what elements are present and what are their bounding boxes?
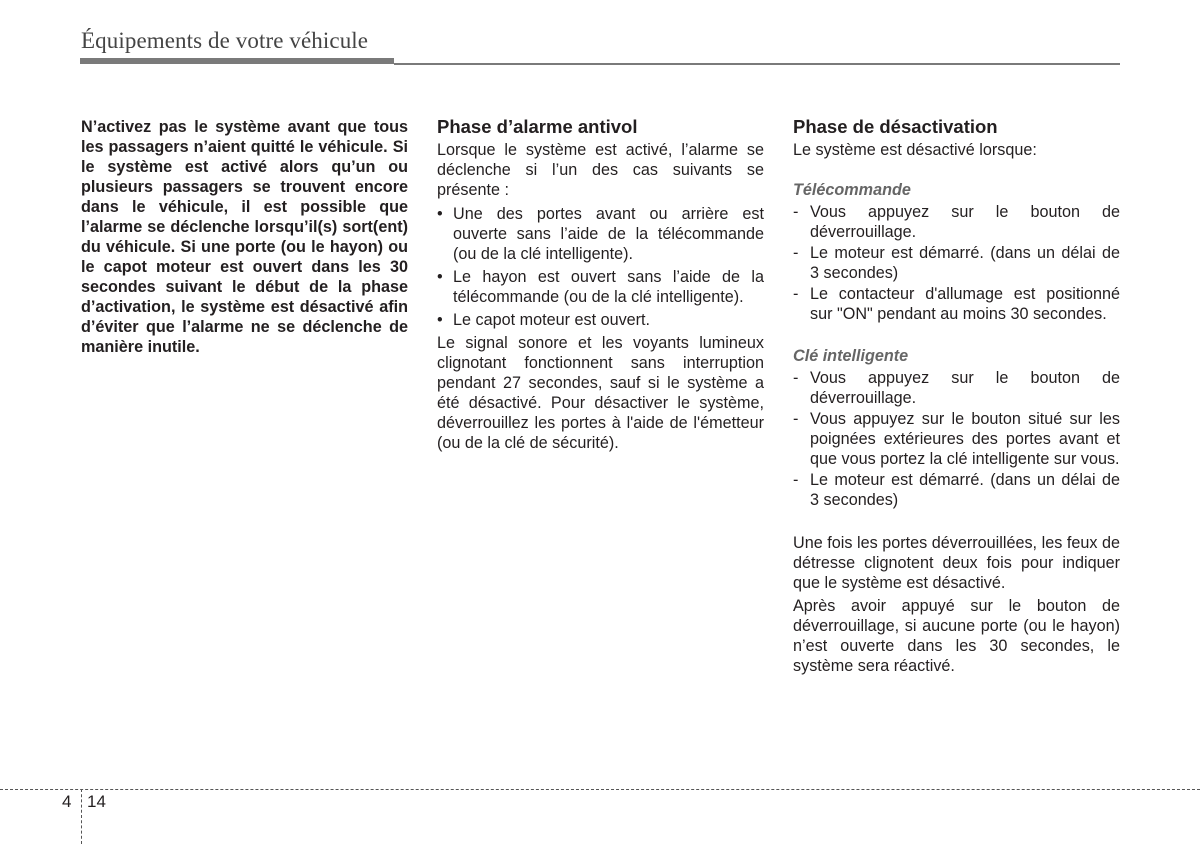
warning-text: N’activez pas le système avant que tous les passagers n’aient quitté le véhicule. Si le système est activé alors qu’un ou plusieurs passagers se trouvent encore dans le véhicule, il est possible que l’alarme se déclenche lorsqu’il(s) sort(ent) du véhicule. Si une porte (ou le hayon) ou le capot moteur est ouvert dans les 30 secondes suivant le début de la phase d’activation, le système est désactivé afin d’éviter que l’alarme ne se déclenche de manière inutile. bbox=[81, 118, 408, 356]
deactivation-paragraph-2: Après avoir appuyé sur le bouton de déverrouillage, si aucune porte (ou le hayon) n’est ouverte dans les 30 secondes, le système sera réactivé. bbox=[793, 597, 1120, 675]
footer-rule bbox=[0, 789, 1200, 790]
list-item: - Vous appuyez sur le bouton de déverrouillage. bbox=[793, 368, 1120, 408]
column-alarm-phase bbox=[437, 116, 764, 453]
list-item: - Vous appuyez sur le bouton situé sur les poignées extérieures des portes avant et que vous portez la clé intelligente sur vous. bbox=[793, 409, 1120, 469]
section-heading-deactivation: Phase de désactivation bbox=[793, 116, 998, 137]
list-item: • Le hayon est ouvert sans l’aide de la télécommande (ou de la clé intelligente). bbox=[437, 267, 764, 307]
list-item: - Le contacteur d'allumage est positionné sur "ON" pendant au moins 30 secondes. bbox=[793, 284, 1120, 324]
header-rule-thin bbox=[394, 63, 1120, 65]
alarm-intro: Lorsque le système est activé, l’alarme se déclenche si l’un des cas suivants se présente : bbox=[437, 141, 764, 199]
list-item: - Vous appuyez sur le bouton de déverrouillage. bbox=[793, 202, 1120, 242]
smartkey-conditions-list bbox=[793, 368, 1120, 510]
column-warning bbox=[81, 117, 408, 357]
deactivation-intro: Le système est désactivé lorsque: bbox=[793, 141, 1037, 159]
deactivation-paragraph-1: Une fois les portes déverrouillées, les feux de détresse clignotent deux fois pour indiquer que le système est désactivé. bbox=[793, 534, 1120, 592]
header-rule-thick bbox=[80, 58, 394, 64]
page-number: 14 bbox=[87, 792, 106, 811]
chapter-number: 4 bbox=[62, 792, 72, 811]
alarm-paragraph: Le signal sonore et les voyants lumineux clignotant fonctionnent sans interruption pendant 27 secondes, sauf si le système a été désactivé. Pour désactiver le système, déverrouillez les portes à l'aide de l'émetteur (ou de la clé de sécurité). bbox=[437, 334, 764, 452]
column-deactivation-phase bbox=[793, 116, 1120, 676]
list-item: • Une des portes avant ou arrière est ouverte sans l’aide de la télécommande (ou de la clé intelligente). bbox=[437, 204, 764, 264]
subheading-smart-key: Clé intelligente bbox=[793, 347, 909, 365]
alarm-conditions-list bbox=[437, 204, 764, 330]
page-header-title: Équipements de votre véhicule bbox=[81, 28, 369, 53]
remote-conditions-list bbox=[793, 202, 1120, 324]
subheading-remote: Télécommande bbox=[793, 181, 911, 199]
section-heading-alarm: Phase d’alarme antivol bbox=[437, 116, 638, 137]
list-item: • Le capot moteur est ouvert. bbox=[437, 310, 764, 330]
list-item: - Le moteur est démarré. (dans un délai de 3 secondes) bbox=[793, 243, 1120, 283]
footer-divider bbox=[81, 789, 82, 844]
list-item: - Le moteur est démarré. (dans un délai de 3 secondes) bbox=[793, 470, 1120, 510]
